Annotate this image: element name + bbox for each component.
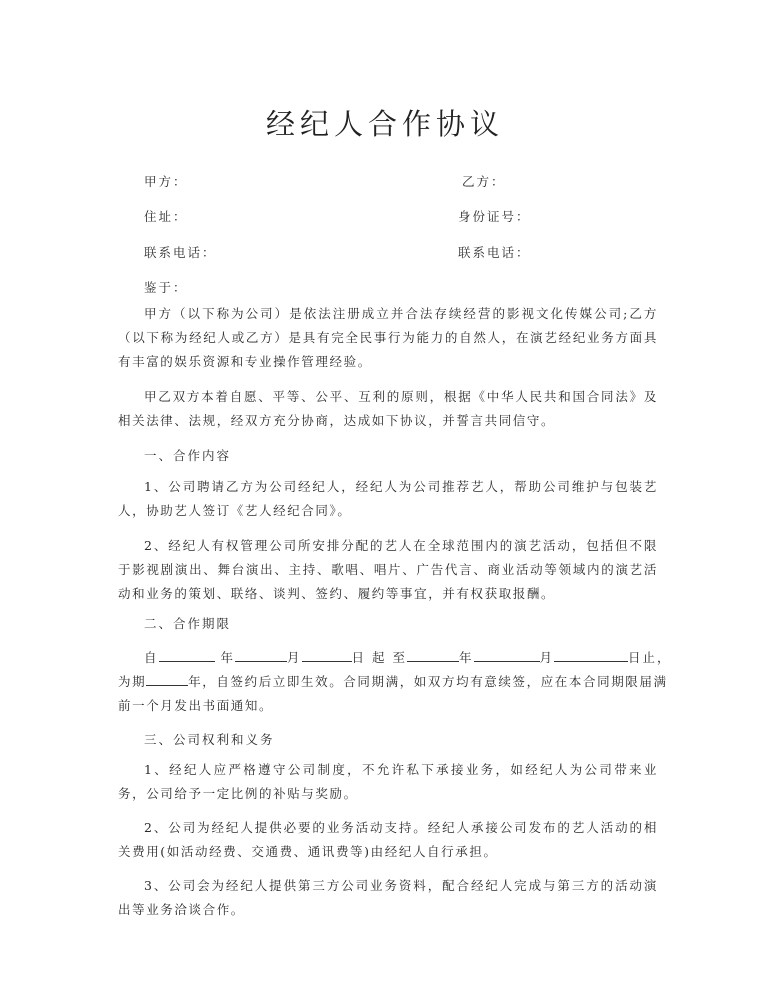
end-month-label: 月 (539, 650, 555, 665)
term-line-2 (118, 672, 668, 690)
section-2-heading: 二、合作期限 (144, 616, 232, 631)
term-period-label: 为期 (118, 674, 147, 689)
section-1-item-1: 1、公司聘请乙方为公司经纪人，经纪人为公司推荐艺人，帮助公司维护与包装艺人，协助艺人签订《艺人经纪合同》。 (118, 479, 658, 518)
day-to-label: 日 起 至 (351, 650, 407, 665)
section-3-item-1: 1、经纪人应严格遵守公司制度，不允许私下承接业务，如经纪人为公司带来业务，公司给予一定比例的补贴与奖励。 (118, 762, 658, 801)
id-number-label: 身份证号： (458, 209, 531, 224)
end-year-blank (407, 648, 459, 662)
party-b-label: 乙方： (462, 174, 506, 189)
until-label: 日止， (628, 650, 672, 665)
start-month-blank (235, 648, 287, 662)
term-from-label: 自 (144, 650, 159, 665)
end-day-blank (554, 648, 628, 662)
start-year-blank (159, 648, 215, 662)
section-1-item-2: 2、经纪人有权管理公司所安排分配的艺人在全球范围内的演艺活动，包括但不限于影视剧演出、舞台演出、主持、歌唱、唱片、广告代言、商业活动等领域内的演艺活动和业务的策划、联络、谈判、签约、履约等事宜，并有权获取报酬。 (118, 538, 658, 601)
end-year-label: 年 (458, 650, 474, 665)
intro-paragraph-2: 甲乙双方本着自愿、平等、公平、互利的原则，根据《中华人民共和国合同法》及相关法律、法规，经双方充分协商，达成如下协议，并誓言共同信守。 (118, 389, 658, 428)
term-line-1 (144, 648, 672, 666)
end-month-blank (474, 648, 540, 662)
whereas-label: 鉴于： (144, 280, 188, 295)
section-3-item-2: 2、公司为经纪人提供必要的业务活动支持。经纪人承接公司发布的艺人活动的相关费用(如活动经费、交通费、通讯费等)由经纪人自行承担。 (118, 820, 658, 859)
party-a-label: 甲方： (144, 174, 188, 189)
term-effect-text: 年，自签约后立即生效。合同期满，如双方均有意续签，应在本合同期限届满 (188, 674, 668, 689)
year-label: 年 (220, 650, 236, 665)
section-3-heading: 三、公司权利和义务 (144, 732, 275, 747)
address-label: 住址： (144, 209, 188, 224)
section-1-heading: 一、合作内容 (144, 448, 232, 463)
term-years-blank (146, 672, 188, 686)
month-label: 月 (287, 650, 302, 665)
phone-b-label: 联系电话： (458, 245, 531, 260)
start-day-blank (302, 648, 352, 662)
intro-paragraph-1: 甲方（以下称为公司）是依法注册成立并合法存续经营的影视文化传媒公司;乙方（以下称为经纪人或乙方）是具有完全民事行为能力的自然人，在演艺经纪业务方面具有丰富的娱乐资源和专业操作管理经验。 (118, 306, 658, 369)
section-3-item-3: 3、公司会为经纪人提供第三方公司业务资料，配合经纪人完成与第三方的活动演出等业务洽谈合作。 (118, 878, 658, 917)
phone-a-label: 联系电话： (144, 245, 217, 260)
document-title: 经纪人合作协议 (265, 107, 504, 141)
term-line-3: 前一个月发出书面通知。 (118, 698, 274, 713)
